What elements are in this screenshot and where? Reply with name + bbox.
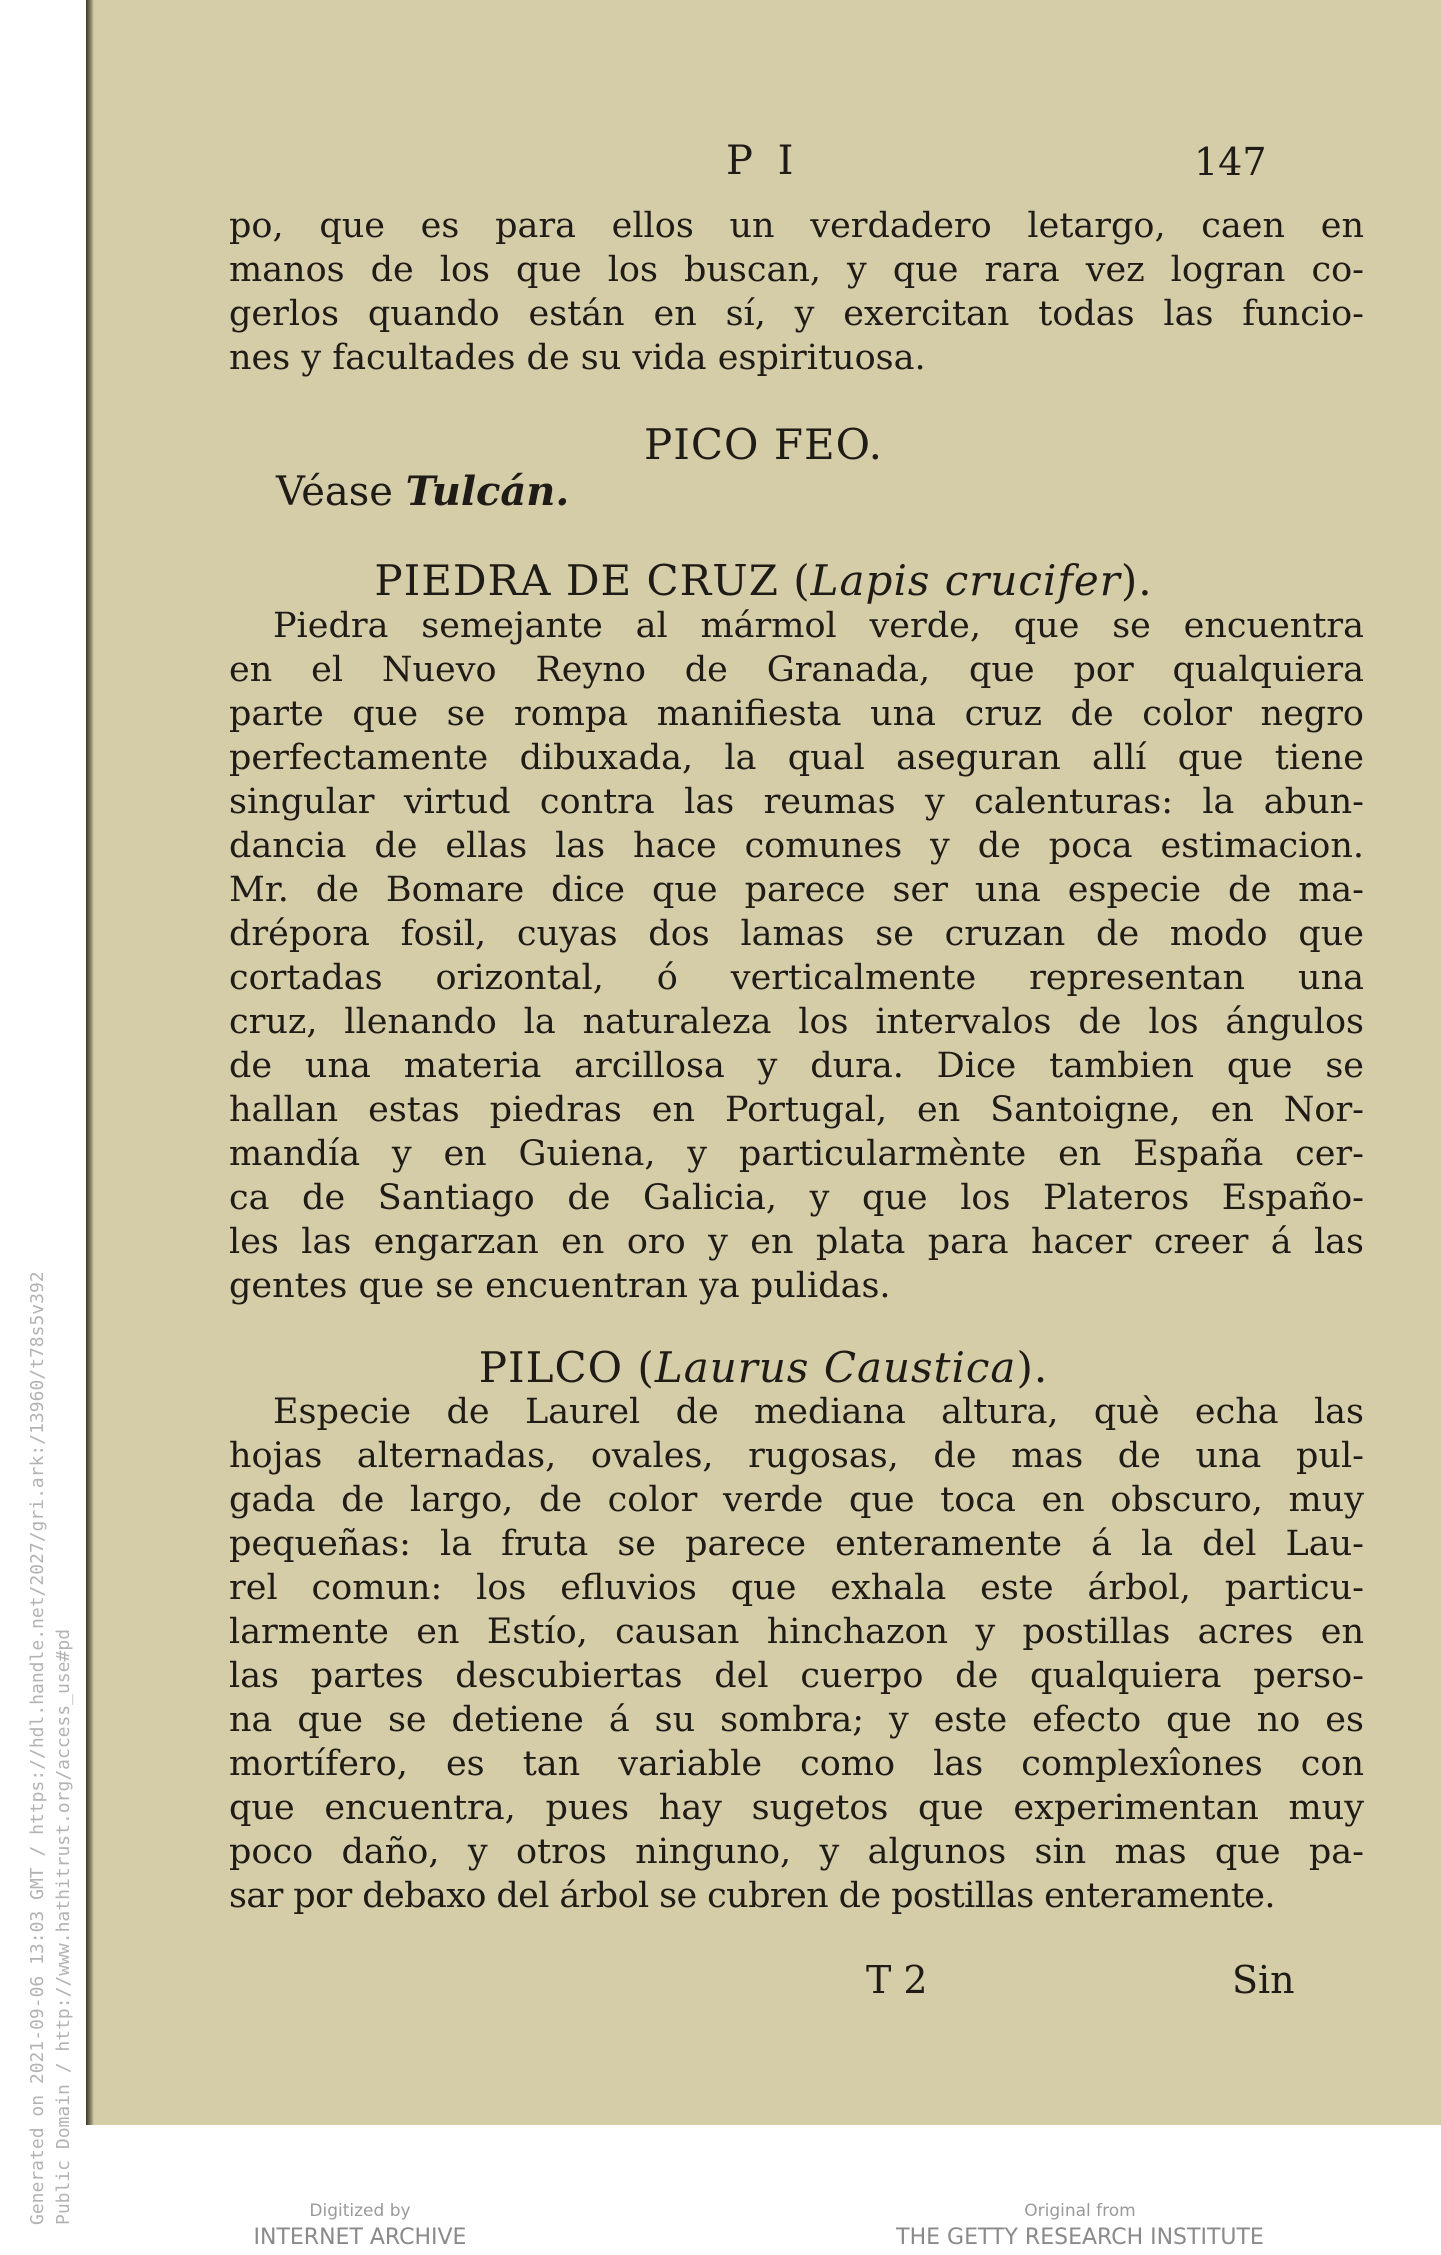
heading-close: ). xyxy=(1120,556,1153,605)
credit-institution: THE GETTY RESEARCH INSTITUTE xyxy=(896,2225,1264,2250)
credit-label: Original from xyxy=(1024,2201,1136,2221)
entry-body-piedra-de-cruz xyxy=(229,604,1364,1308)
text-line: drépora fosil, cuyas dos lamas se cruzan de modo que xyxy=(229,914,1364,954)
text-line: gerlos quando están en sí, y exercitan todas las funcio- xyxy=(229,294,1364,334)
text-line: sar por debaxo del árbol se cubren de postillas enteramente. xyxy=(229,1876,1275,1916)
text-line: de una materia arcillosa y dura. Dice tambien que se xyxy=(229,1046,1364,1086)
text-line: hallan estas piedras en Portugal, en Santoigne, en Nor- xyxy=(229,1090,1364,1130)
credit-original-from xyxy=(870,2200,1290,2254)
entry-body-pilco xyxy=(229,1390,1364,1918)
text-line: Piedra semejante al mármol verde, que se encuentra xyxy=(273,606,1364,646)
text-line: nes y facultades de su vida espirituosa. xyxy=(229,338,926,378)
text-line: ca de Santiago de Galicia, y que los Plateros Españo- xyxy=(229,1178,1364,1218)
text-line: po, que es para ellos un verdadero letargo, caen en xyxy=(229,206,1364,246)
scanned-page xyxy=(86,0,1441,2125)
text-line: les las engarzan en oro y en plata para hacer creer á las xyxy=(229,1222,1364,1262)
watermark-text xyxy=(25,1271,77,2225)
heading-latin-name: Lapis crucifer xyxy=(810,556,1121,605)
text-line: parte que se rompa manifiesta una cruz de color negro xyxy=(229,694,1364,734)
hathitrust-watermark xyxy=(0,0,74,2255)
text-line: Mr. de Bomare dice que parece ser una especie de ma- xyxy=(229,870,1364,910)
watermark-line-2: Public Domain / http://www.hathitrust.org/access_use#pd xyxy=(53,1628,74,2225)
text-line: poco daño, y otros ninguno, y algunos sin mas que pa- xyxy=(229,1832,1364,1872)
page-number: 147 xyxy=(1194,140,1267,184)
text-line: dancia de ellas las hace comunes y de poca estimacion. xyxy=(229,826,1364,866)
heading-close: ). xyxy=(1016,1343,1049,1392)
text-line: rel comun: los efluvios que exhala este árbol, particu- xyxy=(229,1568,1364,1608)
text-line: en el Nuevo Reyno de Granada, que por qualquiera xyxy=(229,650,1364,690)
text-line: mortífero, es tan variable como las complexîones con xyxy=(229,1744,1364,1784)
text-line: perfectamente dibuxada, la qual aseguran allí que tiene xyxy=(229,738,1364,778)
heading-text: PIEDRA DE CRUZ ( xyxy=(374,556,811,605)
text-line: na que se detiene á su sombra; y este efecto que no es xyxy=(229,1700,1364,1740)
entry-heading-piedra-de-cruz xyxy=(86,556,1441,605)
text-line: cortadas orizontal, ó verticalmente representan una xyxy=(229,958,1364,998)
page-gutter-shadow xyxy=(86,0,94,2125)
heading-latin-name: Laurus Caustica xyxy=(654,1343,1017,1392)
text-line: las partes descubiertas del cuerpo de qualquiera perso- xyxy=(229,1656,1364,1696)
text-line: pequeñas: la fruta se parece enteramente á la del Lau- xyxy=(229,1524,1364,1564)
entry-heading-pico-feo: PICO FEO. xyxy=(644,420,883,469)
heading-text: PILCO ( xyxy=(478,1343,655,1392)
catchword: Sin xyxy=(1232,1958,1295,2002)
text-line: gada de largo, de color verde que toca en obscuro, muy xyxy=(229,1480,1364,1520)
see-prefix: Véase xyxy=(276,469,406,515)
text-line: hojas alternadas, ovales, rugosas, de mas de una pul- xyxy=(229,1436,1364,1476)
credit-institution: INTERNET ARCHIVE xyxy=(253,2225,467,2250)
entry-heading-pilco xyxy=(86,1343,1441,1392)
credit-label: Digitized by xyxy=(309,2201,411,2221)
see-target: Tulcán. xyxy=(405,468,570,515)
text-line: manos de los que los buscan, y que rara vez logran co- xyxy=(229,250,1364,290)
signature-mark: T 2 xyxy=(866,1958,928,2002)
text-line: mandía y en Guiena, y particularmènte en España cer- xyxy=(229,1134,1364,1174)
running-head: P I xyxy=(726,138,800,184)
text-line: larmente en Estío, causan hinchazon y postillas acres en xyxy=(229,1612,1364,1652)
text-line: singular virtud contra las reumas y calenturas: la abun- xyxy=(229,782,1364,822)
cross-reference xyxy=(276,468,569,515)
text-line: Especie de Laurel de mediana altura, què echa las xyxy=(273,1392,1364,1432)
text-line: cruz, llenando la naturaleza los intervalos de los ángulos xyxy=(229,1002,1364,1042)
watermark-line-1: Generated on 2021-09-06 13:03 GMT / https://hdl.handle.net/2027/gri.ark:/13960/t78s5v392 xyxy=(27,1271,48,2225)
intro-paragraph xyxy=(229,204,1364,380)
text-line: gentes que se encuentran ya pulidas. xyxy=(229,1266,891,1306)
text-line: que encuentra, pues hay sugetos que experimentan muy xyxy=(229,1788,1364,1828)
credit-digitized-by xyxy=(230,2200,490,2254)
